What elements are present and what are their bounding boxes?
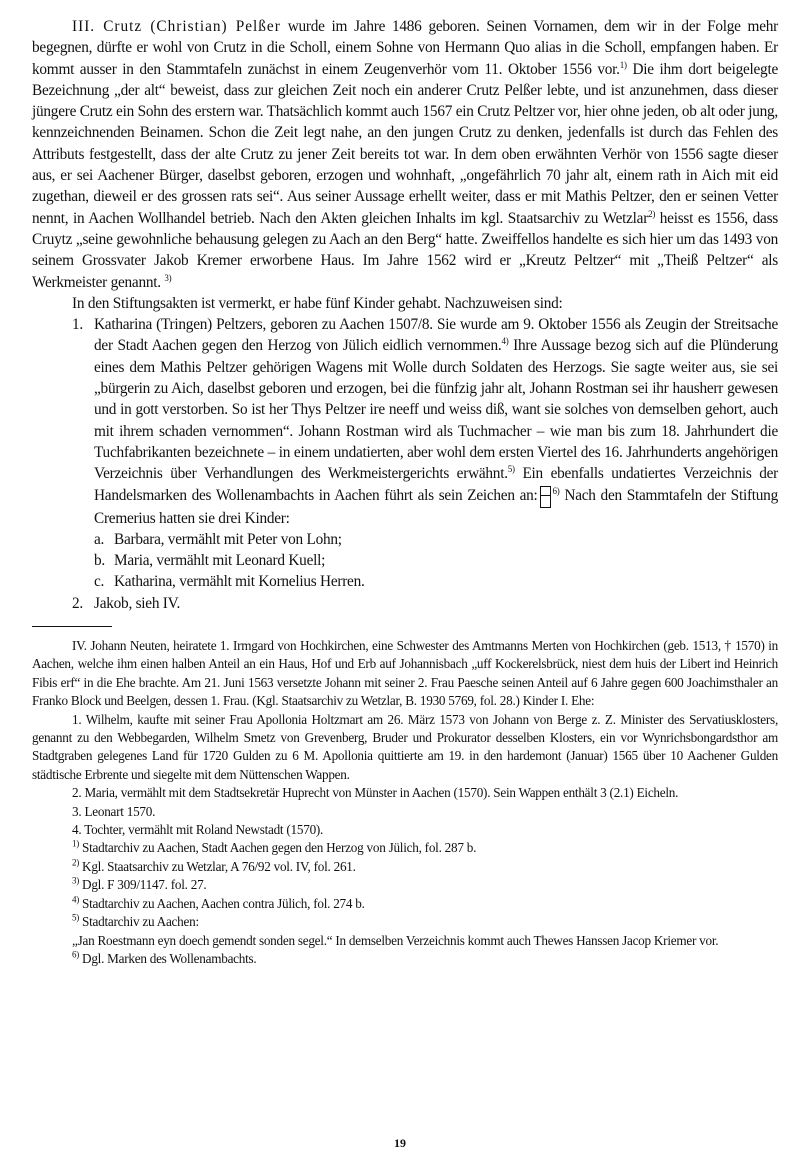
grandchild-item	[94, 529, 778, 550]
footnote-text: Stadtarchiv zu Aachen:	[79, 914, 199, 930]
paragraph-text: heisst es 1556, dass Cruytz „seine gewohnliche behausung gelegen zu Aach an den Berg“ hatte. Zweiffellos handelte es sich hier um das 1493 von seinem Grossvater Jakob Kremer erworbene Haus. Im Jahre 1562 wird er „Kreutz Peltzer“ mit „Theiß Peltzer“ als Werkmeister genannt.	[32, 209, 778, 291]
section-divider	[32, 626, 112, 627]
footnote-text: Stadtarchiv zu Aachen, Aachen contra Jülich, fol. 274 b.	[79, 895, 365, 911]
paragraph-children-intro: In den Stiftungsakten ist vermerkt, er habe fünf Kinder gehabt. Nachzuweisen sind:	[72, 294, 563, 312]
item-letter: b.	[94, 552, 105, 570]
list-item: 4. Tochter, vermählt mit Roland Newstadt (1570).	[72, 822, 324, 838]
item-text: Jakob, sieh IV.	[94, 594, 181, 612]
footnote-5-quote	[32, 932, 778, 950]
child-item-jakob	[72, 593, 778, 614]
footnote-ref-2[interactable]: 2)	[648, 208, 656, 219]
footnote-3	[32, 876, 778, 894]
footnote-ref-6[interactable]: 6)	[552, 485, 560, 496]
footnote-2	[32, 858, 778, 876]
page-number: 19	[394, 1136, 406, 1150]
item-text: Ein ebenfalls undatiertes Verzeichnis der Handelsmarken des Wollenambachts in Aachen führt als sein Zeichen an:	[94, 465, 778, 504]
item-text: Maria, vermählt mit Leonard Kuell;	[114, 552, 326, 570]
item-text: Katharina, vermählt mit Kornelius Herren.	[114, 573, 365, 591]
item-letter: a.	[94, 530, 105, 548]
grandchild-item	[94, 550, 778, 571]
footnote-mark: 6)	[72, 949, 79, 960]
footnote-mark: 3)	[72, 875, 79, 886]
footnote-mark: 5)	[72, 912, 79, 923]
footnote-4	[32, 895, 778, 913]
footnote-mark: 1)	[72, 839, 79, 850]
footnote-mark: 2)	[72, 857, 79, 868]
paragraph-text: Die ihm dort beigelegte Bezeichnung „der alt“ beweist, dass zur gleichen Zeit noch ein anderer Crutz Pelßer lebte, und ist anzunehmen, dass dieser jüngere Crutz ein Sohn des erstern war. Thatsächlich kommt auch 1567 ein Crutz Peltzer vor, hier ohne jeden, ob alt oder jung, kennzeichnenden Beinamen. Schon die Zeit legt nahe, an den jungen Crutz zu denken, jedenfalls ist durch das Fehlen des Attributs festgestellt, dass der alte Crutz zu jener Zeit bereits tot war. In dem oben erwähnten Verhör von 1556 sagte dieser aus, er sei Aachener Bürger, daselbst geboren, erzogen und wohnhaft, „ongefährlich 70 jahr alt, einem rath in Aich mit eid zugethan, dieweil er des grossen rats sei“. Aus seiner Aussage erhellt weiter, dass er mit Mathis Peltzer, den er seinen Vetter nennt, in Aachen Wollhandel betrieb. Nach den Akten gleichen Inhalts im kgl. Staatsarchiv zu Wetzlar	[32, 60, 778, 227]
list-item: 2. Maria, vermählt mit dem Stadtsekretär Huprecht von Münster in Aachen (1570). Sein Wappen enthält 3 (2.1) Eicheln.	[72, 785, 679, 801]
document-page	[32, 0, 778, 968]
footnote-text: Dgl. Marken des Wollenambachts.	[79, 950, 257, 966]
child-item-katharina	[72, 314, 778, 529]
footnote-ref-3[interactable]: 3)	[164, 272, 172, 283]
footnote-text: „Jan Roestmann eyn doech gemendt sonden segel.“ In demselben Verzeichnis kommt auch Thewes Hanssen Jacop Kriemer vor.	[72, 932, 719, 948]
item-letter: c.	[94, 573, 105, 591]
merchant-mark-icon	[540, 486, 551, 508]
footnote-text: Kgl. Staatsarchiv zu Wetzlar, A 76/92 vol. IV, fol. 261.	[79, 858, 356, 874]
section-heading-iii: III. Crutz (Christian) Pelßer	[72, 18, 281, 35]
item-text: Nach den Stammtafeln der Stiftung Cremerius hatten sie drei Kinder:	[94, 486, 778, 527]
paragraph-crutz	[32, 0, 778, 293]
paragraph-text: wurde im Jahre 1486 geboren. Seinen Vornamen, dem wir in der Folge mehr begegnen, dürfte er wohl von Crutz in die Scholl, einem Sohne von Hermann Quo alias in die Scholl, empfangen haben. Er kommt ausser in den Stammtafeln zunächst in einem Zeugenverhör vom 11. Oktober 1556 vor.	[32, 18, 778, 78]
paragraph-johann-neuten: IV. Johann Neuten, heiratete 1. Irmgard von Hochkirchen, eine Schwester des Amtmanns Merten von Hochkirchen (geb. 1513, † 1570) in Aachen, welche ihm einen halben Anteil an ein Haus, Hof und Erb auf Johannisbach „uff Kockerelsbrück, niest dem huis der Libert ind Heinrich Fibis erf“ in die Ehe brachte. Am 21. Juni 1563 versetzte Johann mit seiner 2. Frau Paesche seinen Anteil auf 6 Jahre gegen 600 Joachimsthaler an Franko Block und Beelgen, dessen 1. Frau. (Kgl. Staatsarchiv zu Wetzlar, B. 1930 5769, fol. 28.) Kinder I. Ehe:	[32, 638, 778, 709]
item-text: Ihre Aussage bezog sich auf die Plünderung eines dem Mathis Peltzer gehörigen Wagens mit Wolle durch Soldaten des Herzogs. Sie sagte weiter aus, sie sei „bürgerin zu Aich, daselbst geboren und erzogen, bei die fünfzig jahr alt, Johann Rostman sei ihr hausherr gewesen und in gott verstorben. So ist her Thys Peltzer ire neeff und weiss diß, want sie solches von demselben gehort, auch mit ihrem schaden vernommen“. Johann Rostman wird als Tuchmacher – wie man bis zum 18. Jahrhundert die Tuchfabrikanten bezeichnete – in einem undatierten, aber wohl dem ersten Viertel des 16. Jahrhunderts angehörigen Verzeichnis über Verhandlungen des Werkmeistergerichts erwähnt.	[94, 337, 779, 483]
main-text	[32, 0, 778, 614]
footnote-text: Dgl. F 309/1147. fol. 27.	[79, 877, 207, 893]
footnote-5	[32, 913, 778, 931]
footnote-mark: 4)	[72, 894, 79, 905]
footnote-ref-4[interactable]: 4)	[501, 336, 509, 347]
footnote-6	[32, 950, 778, 968]
section-iv	[32, 637, 778, 968]
item-number: 2.	[72, 594, 83, 612]
list-item: 1. Wilhelm, kaufte mit seiner Frau Apollonia Holtzmart am 26. März 1573 von Johann von Berge z. Z. Minister des Servatiusklosters, genannt zu den Webbegarden, Wilhelm Smetz von Grevenberg, Bruder und Prokurator desselben Klosters, ein vor Wynrichsbongardsthor am Stadtgraben gelegenes Land für 1720 Gulden zu 6 M. Apollonia quittierte am 19. in den hardemont (Januar) 1565 über 10 Aachener Gulden städtische Erbrente und siegelte mit dem Nüttenschen Wappen.	[32, 711, 778, 782]
footnote-ref-5[interactable]: 5)	[507, 464, 515, 475]
footnote-text: Stadtarchiv zu Aachen, Stadt Aachen gegen den Herzog von Jülich, fol. 287 b.	[79, 840, 477, 856]
item-text: Barbara, vermählt mit Peter von Lohn;	[114, 530, 342, 548]
item-number: 1.	[72, 316, 83, 334]
footnote-1	[32, 839, 778, 857]
footnote-ref-1[interactable]: 1)	[619, 59, 627, 70]
item-text: Katharina (Tringen) Peltzers, geboren zu Aachen 1507/8. Sie wurde am 9. Oktober 1556 als Zeugin der Streitsache der Stadt Aachen gegen den Herzog von Jülich eidlich vernommen.	[94, 316, 778, 355]
list-item: 3. Leonart 1570.	[72, 803, 156, 819]
grandchild-item	[94, 571, 778, 592]
